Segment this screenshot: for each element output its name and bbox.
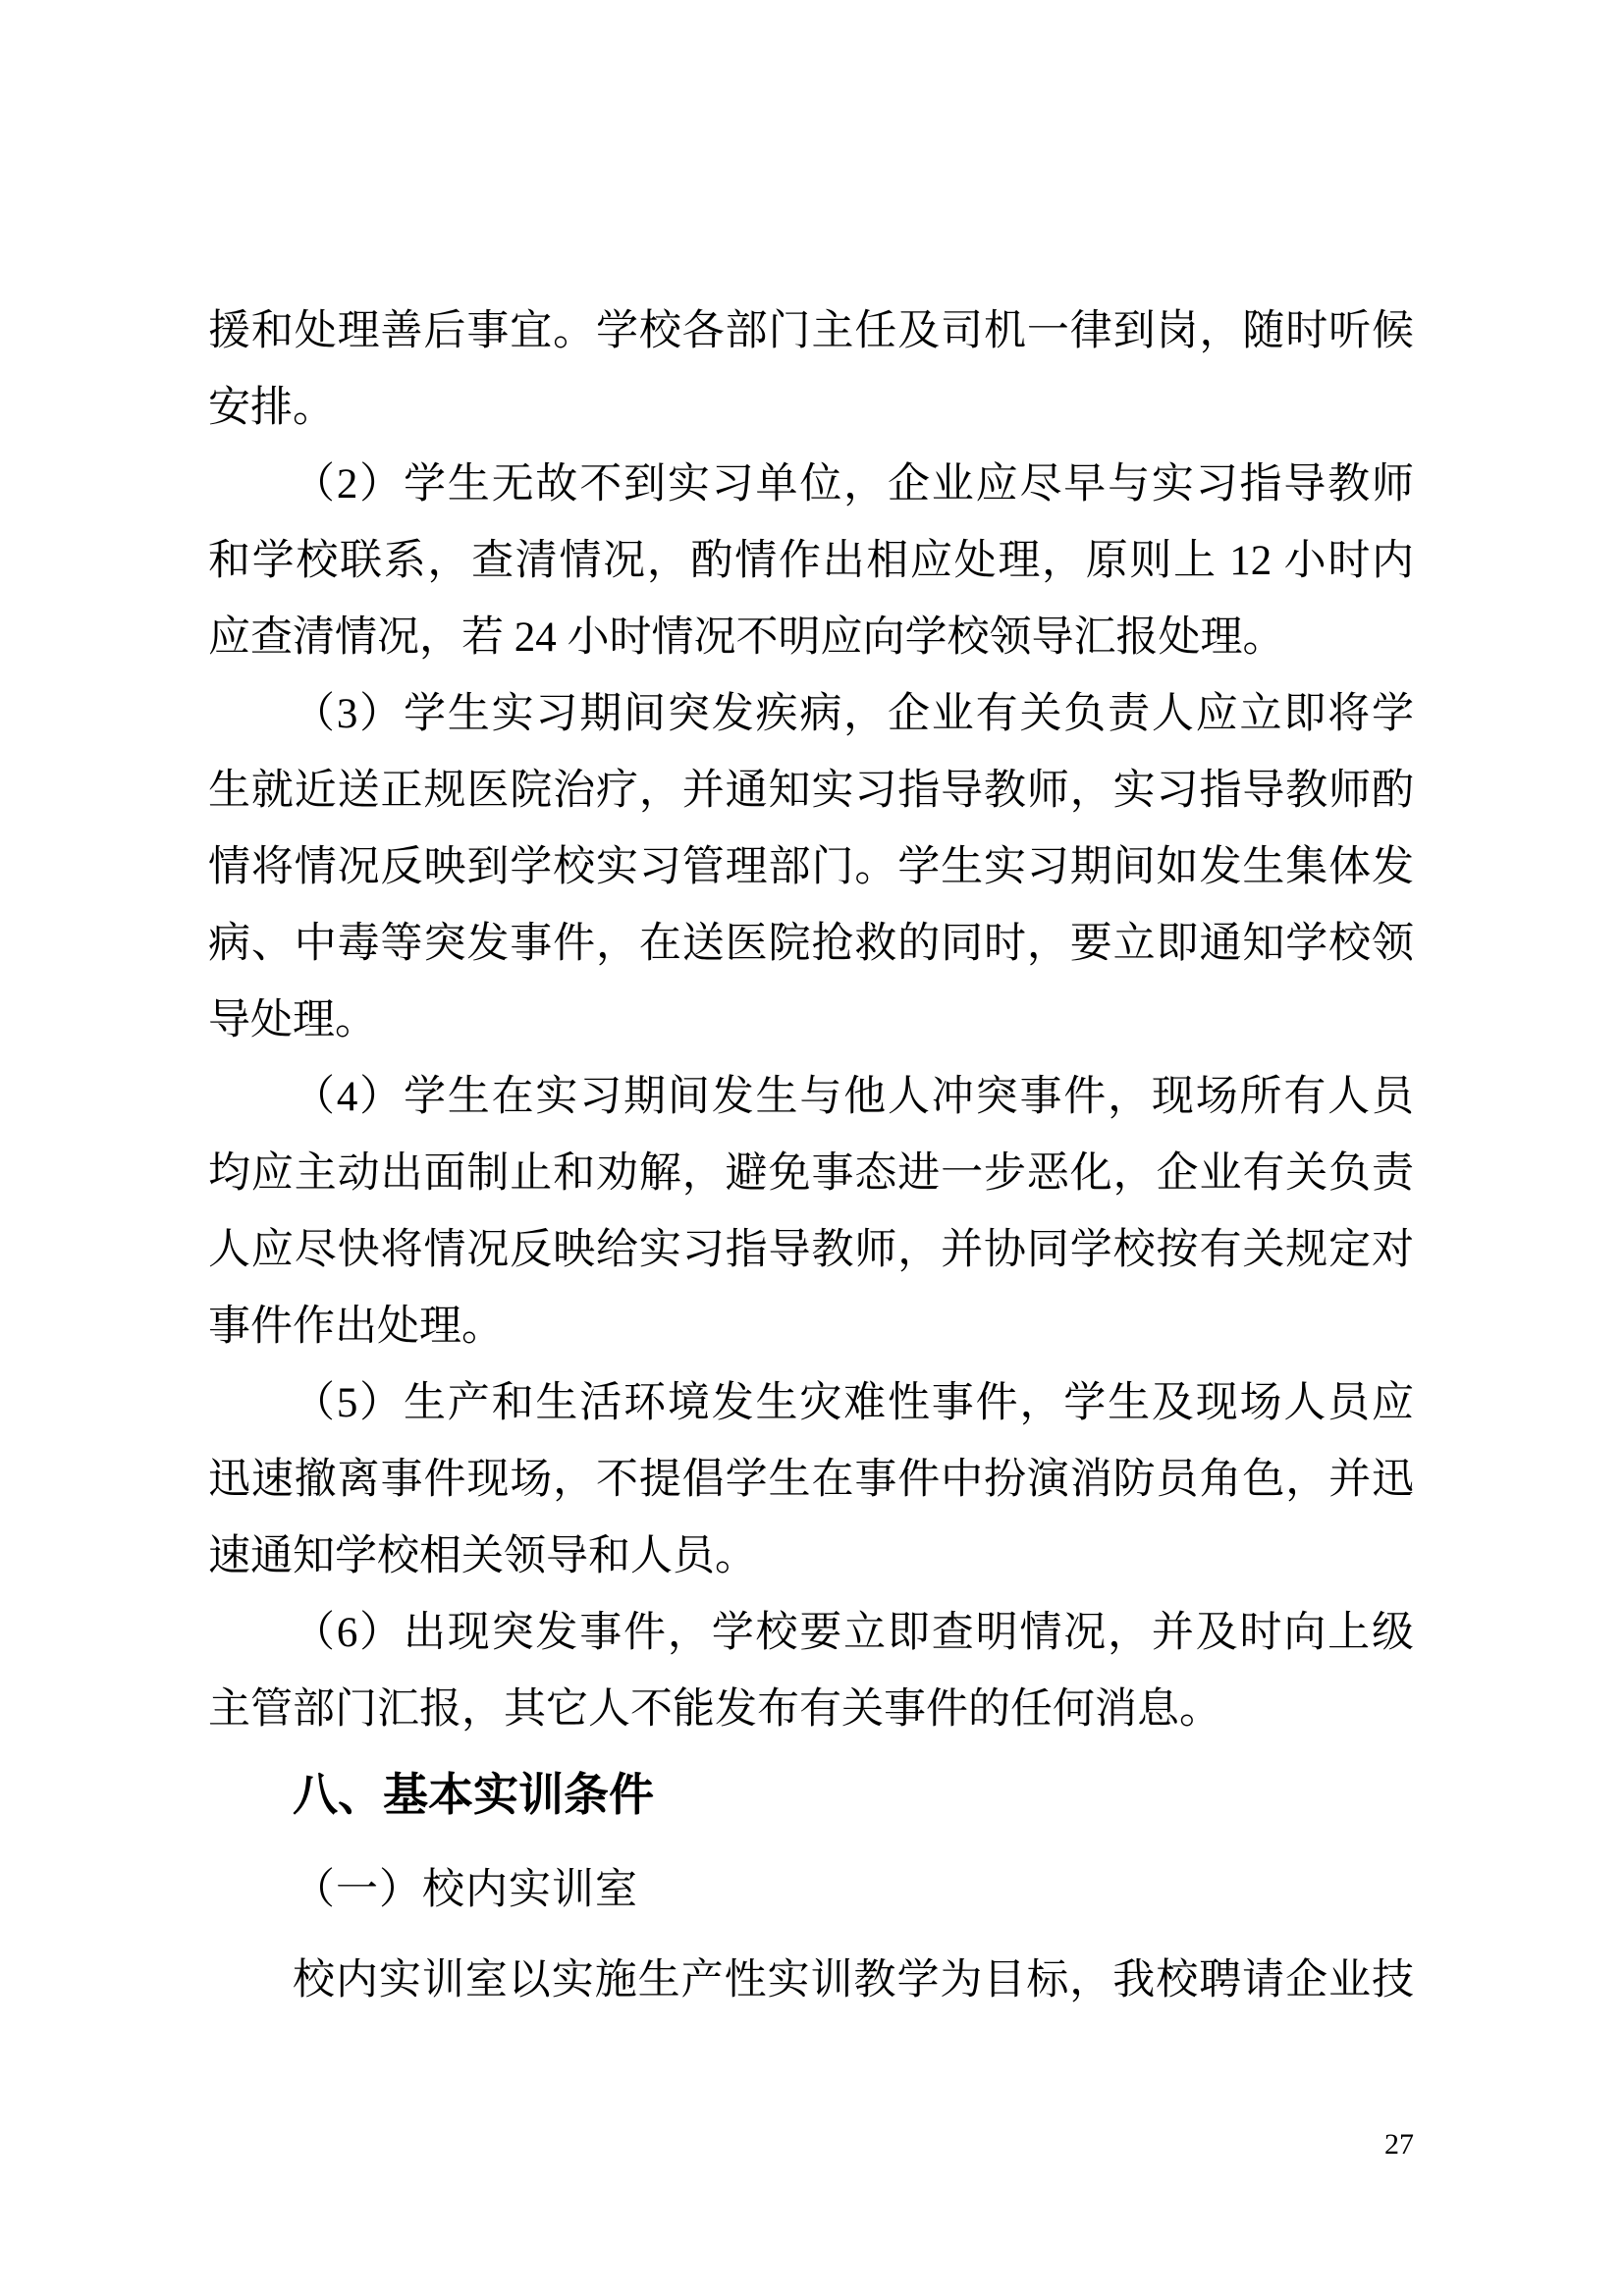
text-line: 事件作出处理。 [208,1304,504,1350]
text-line: （5）生产和生活环境发生灾难性事件，学生及现场人员应 [293,1380,1414,1426]
text-line: 均应主动出面制止和劝解，避免事态进一步恶化，企业有关负责 [208,1150,1414,1197]
text-line: 主管部门汇报，其它人不能发布有关事件的任何消息。 [208,1686,1221,1733]
text-line: 迅速撤离事件现场，不提倡学生在事件中扮演消防员角色，并迅 [208,1457,1414,1503]
text-line: （2）学生无故不到实习单位，企业应尽早与实习指导教师 [293,461,1414,507]
text-line: （4）学生在实习期间发生与他人冲突事件，现场所有人员 [293,1074,1414,1120]
subsection-heading: （一）校内实训室 [293,1867,638,1913]
text-line: 安排。 [208,385,335,431]
text-line: （6）出现突发事件，学校要立即查明情况，并及时向上级 [293,1610,1414,1656]
text-line: 速通知学校相关领导和人员。 [208,1533,757,1579]
text-line: 援和处理善后事宜。学校各部门主任及司机一律到岗，随时听候 [208,308,1414,354]
section-heading: 八、基本实训条件 [293,1769,654,1820]
body-lines [208,294,1414,2019]
text-line: 情将情况反映到学校实习管理部门。学生实习期间如发生集体发 [208,844,1414,890]
text-line: 校内实训室以实施生产性实训教学为目标，我校聘请企业技 [293,1957,1414,2003]
text-line: 人应尽快将情况反映给实习指导教师，并协同学校按有关规定对 [208,1227,1414,1273]
text-line: 生就近送正规医院治疗，并通知实习指导教师，实习指导教师酌 [208,768,1414,814]
text-line: 病、中毒等突发事件，在送医院抢救的同时，要立即通知学校领 [208,921,1414,967]
text-line: 应查清情况，若 24 小时情况不明应向学校领导汇报处理。 [208,614,1285,661]
page-number: 27 [1384,2128,1414,2161]
text-line: 和学校联系，查清情况，酌情作出相应处理，原则上 12 小时内 [208,538,1414,584]
text-line: （3）学生实习期间突发疾病，企业有关负责人应立即将学 [293,691,1414,737]
text-line: 导处理。 [208,997,377,1043]
